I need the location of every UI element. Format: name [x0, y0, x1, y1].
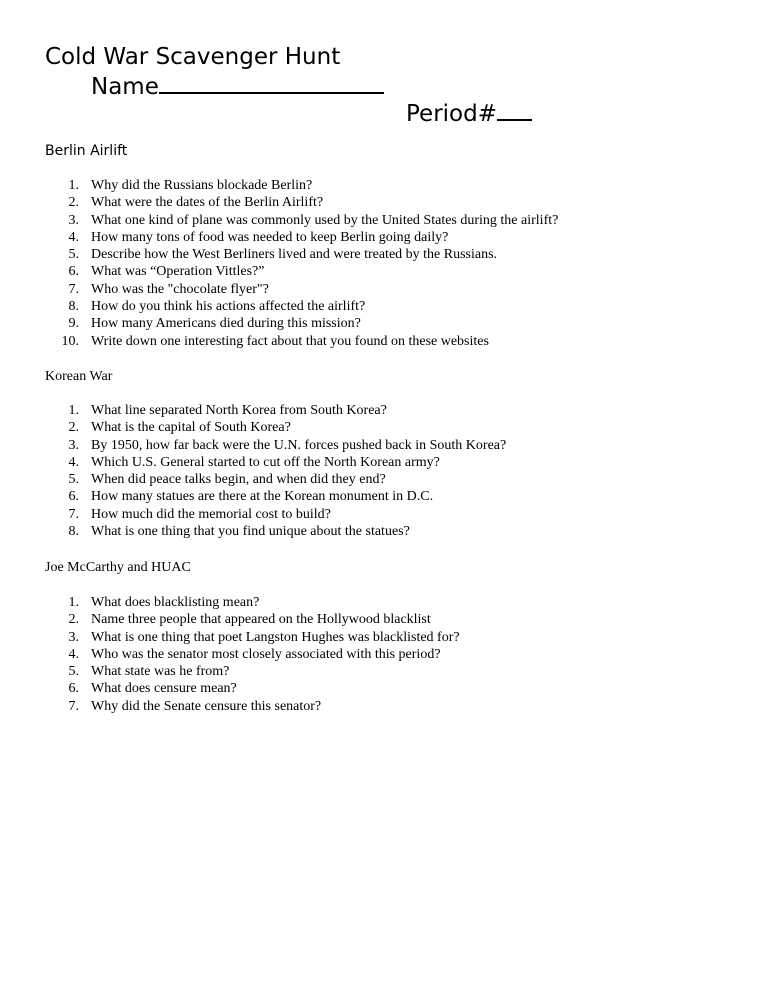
question-text: How many tons of food was needed to keep Berlin going daily? — [91, 229, 449, 245]
question-number: 5. — [68, 472, 79, 488]
section-heading-mccarthy-huac: Joe McCarthy and HUAC — [45, 560, 191, 575]
period-label: Period# — [406, 101, 497, 127]
section-heading-berlin-airlift: Berlin Airlift — [45, 143, 128, 159]
question-number: 4. — [68, 229, 79, 245]
name-label: Name — [91, 74, 159, 100]
question-number: 2. — [68, 195, 79, 211]
question-text: What does censure mean? — [91, 681, 237, 697]
question-number: 8. — [68, 299, 79, 315]
question-number: 3. — [68, 629, 79, 645]
question-text: What line separated North Korea from South Korea? — [91, 403, 387, 418]
question-number: 6. — [68, 489, 79, 505]
question-number: 7. — [68, 698, 79, 714]
question-text: What is one thing that you find unique about the statues? — [91, 524, 410, 540]
question-text: How many statues are there at the Korean monument in D.C. — [91, 489, 434, 505]
question-number: 1. — [68, 595, 79, 610]
question-text: Name three people that appeared on the Hollywood blacklist — [91, 612, 431, 628]
question-text: Who was the "chocolate flyer"? — [91, 281, 269, 297]
question-text: How much did the memorial cost to build? — [91, 506, 331, 522]
question-number: 7. — [68, 281, 79, 297]
question-number: 3. — [68, 437, 79, 453]
question-text: How many Americans died during this mission? — [91, 316, 361, 332]
section-heading-korean-war: Korean War — [45, 369, 113, 384]
name-blank-line — [159, 70, 384, 94]
question-text: By 1950, how far back were the U.N. forces pushed back in South Korea? — [91, 437, 507, 453]
question-text: Who was the senator most closely associated with this period? — [91, 646, 441, 662]
question-number: 8. — [68, 524, 79, 540]
question-number: 2. — [68, 612, 79, 628]
question-number: 6. — [68, 264, 79, 280]
period-blank-line — [497, 97, 532, 121]
question-text: How do you think his actions affected the airlift? — [91, 299, 366, 315]
question-text: What was “Operation Vittles?” — [91, 264, 265, 280]
question-number: 1. — [68, 403, 79, 418]
question-text: What one kind of plane was commonly used by the United States during the airlift? — [91, 212, 559, 228]
question-text: What does blacklisting mean? — [91, 595, 260, 610]
question-number: 4. — [68, 454, 79, 470]
question-text: Write down one interesting fact about that you found on these websites — [91, 333, 489, 349]
question-text: Why did the Senate censure this senator? — [91, 698, 322, 714]
question-text: What were the dates of the Berlin Airlift? — [91, 195, 324, 211]
question-text: When did peace talks begin, and when did they end? — [91, 472, 386, 488]
name-field — [91, 70, 384, 101]
page-title: Cold War Scavenger Hunt — [45, 44, 341, 70]
question-number: 9. — [68, 316, 79, 332]
question-number: 1. — [68, 178, 79, 193]
question-number: 2. — [68, 420, 79, 436]
question-number: 6. — [68, 681, 79, 697]
question-text: Describe how the West Berliners lived and were treated by the Russians. — [91, 247, 498, 263]
question-text: What is one thing that poet Langston Hughes was blacklisted for? — [91, 629, 460, 645]
question-number: 10. — [61, 333, 79, 349]
question-number: 5. — [68, 247, 79, 263]
question-number: 5. — [68, 664, 79, 680]
question-text: What is the capital of South Korea? — [91, 420, 291, 436]
question-number: 7. — [68, 506, 79, 522]
question-text: Which U.S. General started to cut off the North Korean army? — [91, 454, 440, 470]
question-number: 4. — [68, 646, 79, 662]
question-text: What state was he from? — [91, 664, 230, 680]
period-field — [406, 97, 532, 128]
question-text: Why did the Russians blockade Berlin? — [91, 178, 313, 193]
question-number: 3. — [68, 212, 79, 228]
